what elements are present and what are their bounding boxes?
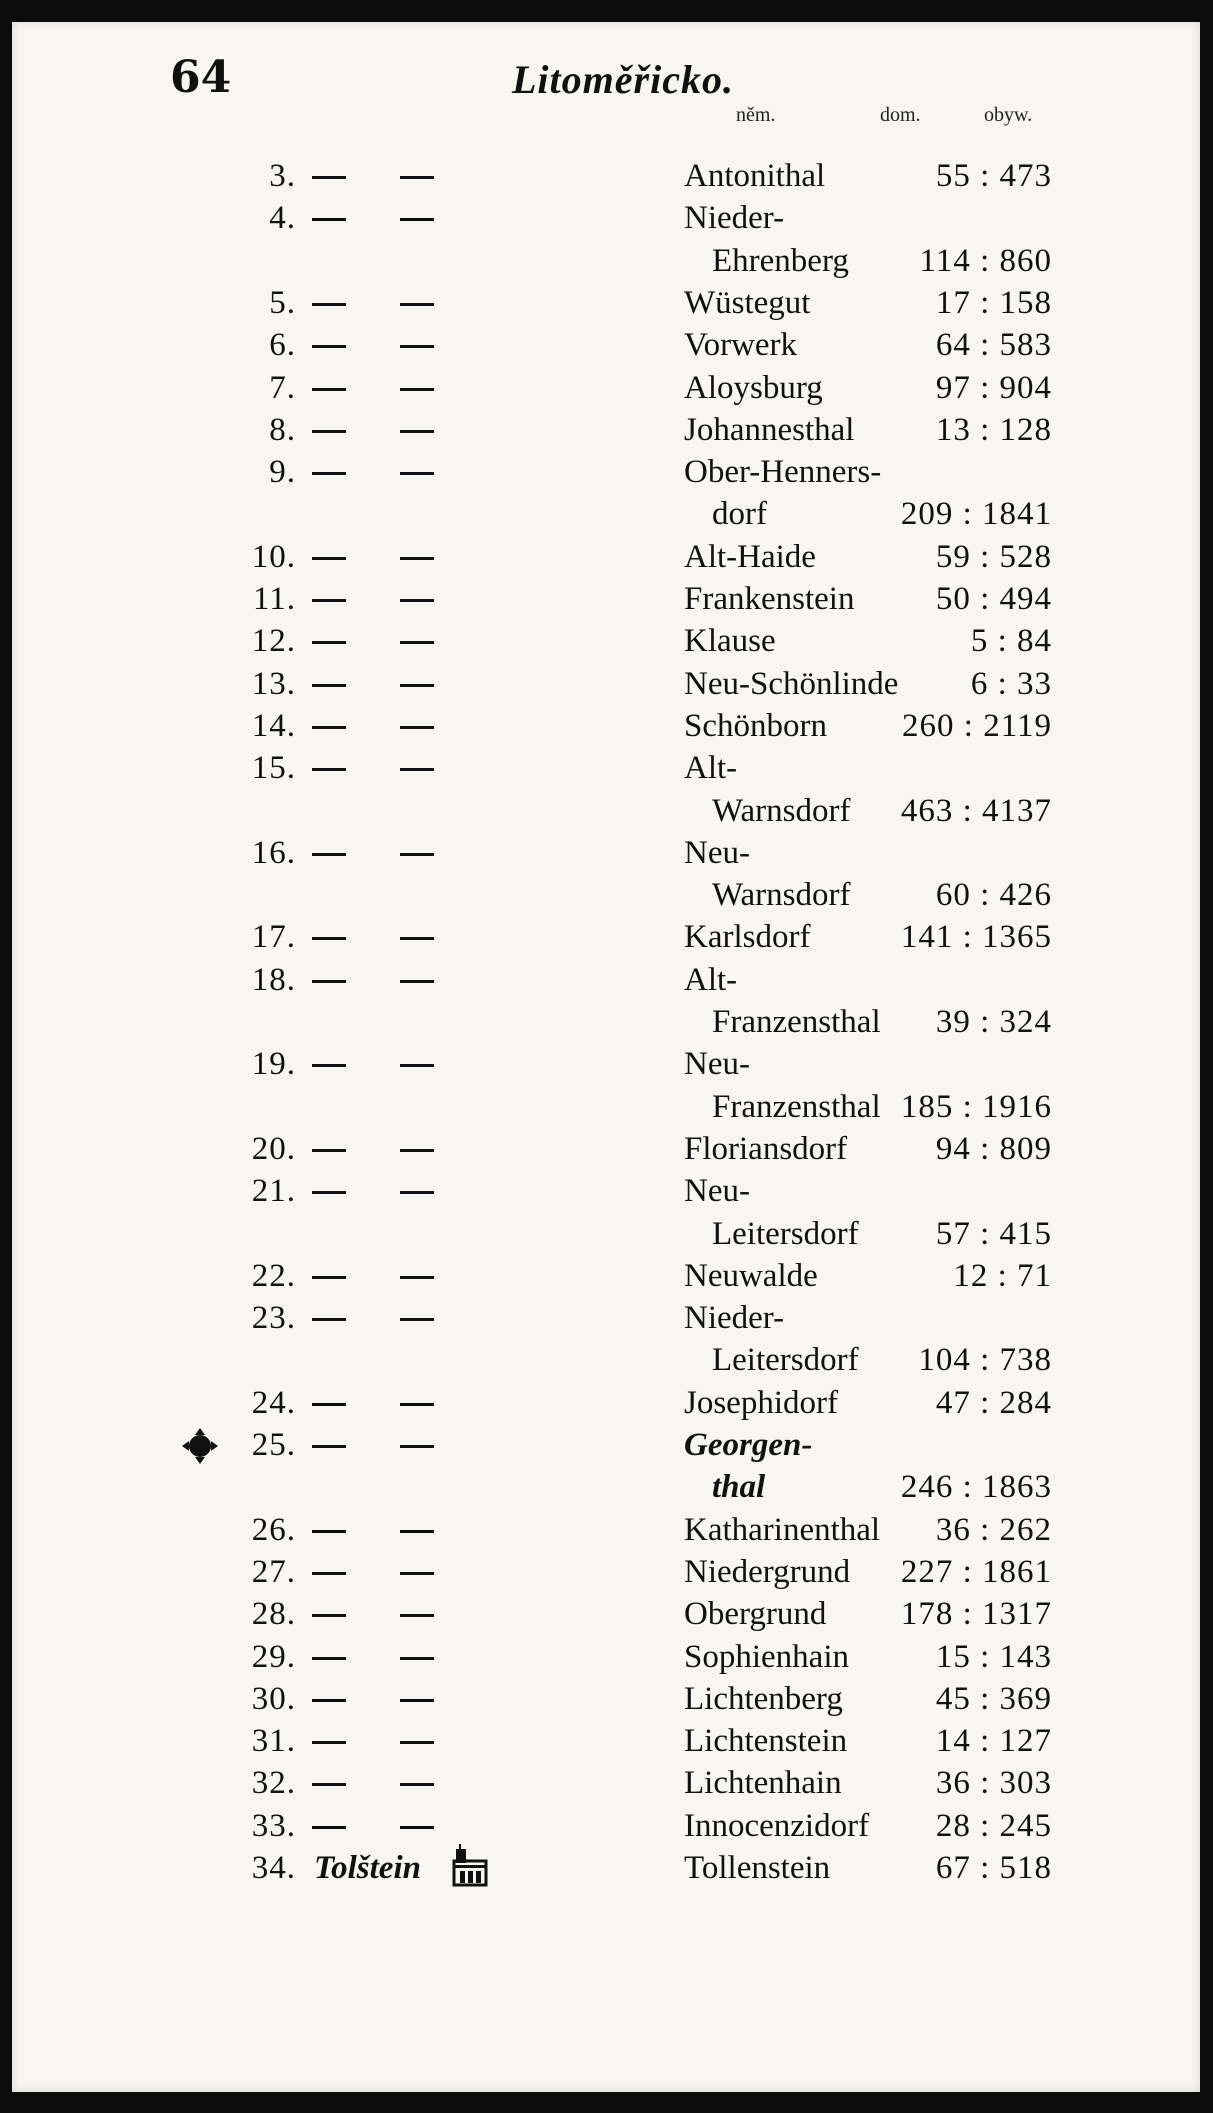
table-row: [12, 1339, 1200, 1381]
row-number: 13.: [251, 665, 296, 702]
row-number: 16.: [251, 834, 296, 871]
row-number: 19.: [251, 1046, 296, 1083]
table-row: [12, 1255, 1200, 1297]
table-row: [12, 1551, 1200, 1593]
settlement-name: Josephidorf: [684, 1384, 838, 1421]
houses-population-value: 12 : 71: [953, 1257, 1052, 1294]
ditto-dash: [400, 726, 434, 729]
houses-population-value: 17 : 158: [935, 284, 1052, 321]
houses-population-value: 50 : 494: [935, 581, 1052, 617]
houses-population-value: 47 : 284: [935, 1384, 1052, 1421]
settlement-name: Niedergrund: [684, 1553, 851, 1590]
row-number: 6.: [269, 327, 296, 364]
table-row: [12, 1509, 1200, 1551]
settlement-list: [12, 22, 1200, 2092]
row-number: 27.: [251, 1553, 296, 1590]
row-number: 34.: [251, 1850, 296, 1886]
ditto-dash: [312, 853, 346, 856]
table-row: [12, 1170, 1200, 1212]
table-row: [12, 367, 1200, 409]
table-row: [12, 1762, 1200, 1804]
houses-population-value: 28 : 245: [935, 1807, 1052, 1844]
ditto-dash: [312, 1064, 346, 1067]
table-row: [12, 1382, 1200, 1424]
houses-population-value: 209 : 1841: [900, 496, 1052, 533]
houses-population-value: 57 : 415: [935, 1215, 1052, 1252]
table-row: [12, 1043, 1200, 1085]
table-row: [12, 578, 1200, 620]
ditto-dash: [312, 1826, 346, 1829]
ditto-dash: [400, 1614, 434, 1617]
table-row: [12, 620, 1200, 662]
page-number: 64: [170, 52, 232, 103]
settlement-name: dorf: [712, 496, 767, 533]
row-number: 15.: [251, 750, 296, 787]
table-row: [12, 1466, 1200, 1508]
table-row: [12, 1213, 1200, 1255]
houses-population-value: 6 : 33: [970, 665, 1052, 702]
ditto-dash: [312, 684, 346, 687]
table-row: [12, 747, 1200, 789]
ditto-dash: [400, 176, 434, 179]
ditto-dash: [400, 1530, 434, 1533]
ditto-dash: [400, 1149, 434, 1152]
ditto-dash: [400, 684, 434, 687]
houses-population-value: 463 : 4137: [900, 792, 1052, 829]
row-number: 25.: [251, 1427, 296, 1463]
settlement-name: Obergrund: [684, 1596, 827, 1633]
ditto-dash: [312, 218, 346, 221]
table-row: [12, 832, 1200, 874]
page-title: Litoměřicko.: [512, 57, 734, 102]
ditto-dash: [312, 430, 346, 433]
houses-population-value: 39 : 324: [935, 1004, 1052, 1040]
settlement-name: Karlsdorf: [684, 919, 811, 956]
ditto-dash: [312, 472, 346, 475]
houses-population-value: 185 : 1916: [900, 1088, 1052, 1125]
settlement-name: Neu-: [684, 834, 750, 871]
ditto-dash: [312, 599, 346, 602]
column-header-obyw: obyw.: [984, 104, 1033, 126]
ditto-dash: [400, 345, 434, 348]
ditto-dash: [312, 1403, 346, 1406]
settlement-name: Vorwerk: [684, 327, 798, 364]
table-row: [12, 324, 1200, 366]
table-row: [12, 705, 1200, 747]
houses-population-value: 178 : 1317: [900, 1596, 1052, 1633]
table-row: [12, 1636, 1200, 1678]
table-row: [12, 1720, 1200, 1762]
ditto-dash: [400, 1826, 434, 1829]
castle-icon: [450, 1843, 490, 1887]
column-header-dom: dom.: [880, 104, 921, 126]
ditto-dash: [400, 937, 434, 940]
ditto-dash: [312, 1149, 346, 1152]
settlement-name: Innocenzidorf: [684, 1807, 870, 1844]
table-row: [12, 155, 1200, 197]
ditto-dash: [312, 1318, 346, 1321]
settlement-name: Schönborn: [684, 707, 827, 744]
settlement-name: thal: [712, 1469, 766, 1506]
settlement-name: Alt-Haide: [684, 538, 816, 575]
table-row: [12, 1297, 1200, 1339]
settlement-name: Ober-Henners-: [684, 454, 882, 491]
houses-population-value: 67 : 518: [935, 1850, 1052, 1886]
ditto-dash: [312, 176, 346, 179]
ditto-dash: [400, 1783, 434, 1786]
houses-population-value: 59 : 528: [935, 538, 1052, 575]
row-number: 11.: [252, 581, 296, 617]
ditto-dash: [312, 641, 346, 644]
ditto-dash: [312, 345, 346, 348]
ditto-dash: [400, 980, 434, 983]
houses-population-value: 114 : 860: [919, 242, 1052, 279]
settlement-name: Franzensthal: [712, 1088, 881, 1125]
row-number: 23.: [251, 1300, 296, 1337]
row-number: 33.: [251, 1807, 296, 1844]
houses-population-value: 45 : 369: [935, 1680, 1052, 1717]
ditto-dash: [400, 1403, 434, 1406]
settlement-name: Nieder-: [684, 200, 785, 237]
settlement-name: Warnsdorf: [712, 792, 851, 829]
ditto-dash: [312, 726, 346, 729]
houses-population-value: 141 : 1365: [900, 919, 1052, 956]
row-number: 22.: [251, 1257, 296, 1294]
ditto-dash: [312, 1445, 346, 1448]
settlement-name: Lichtenhain: [684, 1765, 842, 1802]
row-number: 29.: [251, 1638, 296, 1675]
houses-population-value: 94 : 809: [935, 1130, 1052, 1167]
ditto-dash: [312, 937, 346, 940]
table-row: [12, 790, 1200, 832]
ditto-dash: [400, 472, 434, 475]
ditto-dash: [312, 1572, 346, 1575]
houses-population-value: 55 : 473: [935, 158, 1052, 194]
row-number: 9.: [269, 454, 296, 491]
table-row: [12, 959, 1200, 1001]
settlement-name: Alt-: [684, 961, 738, 998]
ditto-dash: [400, 430, 434, 433]
settlement-name: Lichtenstein: [684, 1723, 848, 1760]
settlement-name: Neu-: [684, 1046, 750, 1083]
settlement-name: Antonithal: [684, 158, 826, 194]
table-row: [12, 451, 1200, 493]
ditto-dash: [312, 303, 346, 306]
ditto-dash: [312, 980, 346, 983]
table-row: [12, 536, 1200, 578]
settlement-name: Leitersdorf: [712, 1342, 859, 1379]
settlement-name: Warnsdorf: [712, 877, 851, 914]
settlement-name: Leitersdorf: [712, 1215, 859, 1252]
ditto-dash: [312, 1699, 346, 1702]
houses-population-value: 36 : 303: [935, 1765, 1052, 1802]
settlement-name: Alt-: [684, 750, 738, 787]
column-header-nem: něm.: [736, 104, 776, 126]
ditto-dash: [400, 1445, 434, 1448]
table-row: [12, 874, 1200, 916]
table-row: [12, 1001, 1200, 1043]
ditto-dash: [400, 1191, 434, 1194]
row-number: 8.: [269, 411, 296, 448]
ditto-dash: [312, 1614, 346, 1617]
ditto-dash: [312, 1741, 346, 1744]
row-number: 26.: [251, 1511, 296, 1548]
czech-name: Tolštein: [314, 1850, 421, 1886]
row-number: 14.: [251, 707, 296, 744]
ditto-dash: [400, 641, 434, 644]
houses-population-value: 60 : 426: [935, 877, 1052, 914]
houses-population-value: 5 : 84: [970, 623, 1052, 660]
settlement-name: Ehrenberg: [712, 242, 849, 279]
houses-population-value: 260 : 2119: [902, 707, 1052, 744]
row-number: 32.: [251, 1765, 296, 1802]
settlement-name: Tollenstein: [684, 1850, 831, 1886]
houses-population-value: 14 : 127: [935, 1723, 1052, 1760]
row-number: 5.: [269, 284, 296, 321]
houses-population-value: 227 : 1861: [900, 1553, 1052, 1590]
row-number: 7.: [269, 369, 296, 406]
settlement-name: Neu-Schönlinde: [684, 665, 899, 702]
ditto-dash: [312, 1191, 346, 1194]
ditto-dash: [312, 388, 346, 391]
table-row: [12, 1424, 1200, 1466]
settlement-name: Neu-: [684, 1173, 750, 1210]
row-number: 17.: [251, 919, 296, 956]
houses-population-value: 246 : 1863: [900, 1469, 1052, 1506]
settlement-name: Floriansdorf: [684, 1130, 848, 1167]
church-symbol-icon: [180, 1426, 220, 1466]
settlement-name: Johannesthal: [684, 411, 855, 448]
ditto-dash: [312, 1530, 346, 1533]
row-number: 31.: [251, 1723, 296, 1760]
settlement-name: Franzensthal: [712, 1004, 881, 1040]
row-number: 21.: [251, 1173, 296, 1210]
table-row: [12, 1086, 1200, 1128]
settlement-name: Lichtenberg: [684, 1680, 843, 1717]
ditto-dash: [400, 557, 434, 560]
ditto-dash: [400, 1657, 434, 1660]
table-row: [12, 1805, 1200, 1847]
settlement-name: Klause: [684, 623, 776, 660]
settlement-name: Sophienhain: [684, 1638, 849, 1675]
table-row: [12, 1847, 1200, 1889]
book-page: [12, 22, 1200, 2092]
houses-population-value: 13 : 128: [935, 411, 1052, 448]
houses-population-value: 97 : 904: [935, 369, 1052, 406]
houses-population-value: 15 : 143: [935, 1638, 1052, 1675]
houses-population-value: 104 : 738: [918, 1342, 1052, 1379]
ditto-dash: [400, 599, 434, 602]
settlement-name: Aloysburg: [684, 369, 823, 406]
ditto-dash: [400, 1572, 434, 1575]
houses-population-value: 36 : 262: [935, 1511, 1052, 1548]
table-row: [12, 1593, 1200, 1635]
row-number: 10.: [251, 538, 296, 575]
settlement-name: Frankenstein: [684, 581, 855, 617]
ditto-dash: [400, 853, 434, 856]
ditto-dash: [400, 1064, 434, 1067]
ditto-dash: [400, 388, 434, 391]
table-row: [12, 240, 1200, 282]
row-number: 20.: [251, 1130, 296, 1167]
table-row: [12, 493, 1200, 535]
table-row: [12, 1678, 1200, 1720]
table-row: [12, 1128, 1200, 1170]
ditto-dash: [312, 1783, 346, 1786]
ditto-dash: [312, 1657, 346, 1660]
houses-population-value: 64 : 583: [935, 327, 1052, 364]
row-number: 30.: [251, 1680, 296, 1717]
row-number: 4.: [269, 200, 296, 237]
ditto-dash: [312, 1276, 346, 1279]
ditto-dash: [400, 303, 434, 306]
ditto-dash: [400, 768, 434, 771]
settlement-name: Nieder-: [684, 1300, 785, 1337]
settlement-name: Katharinenthal: [684, 1511, 881, 1548]
settlement-name: Georgen-: [684, 1427, 813, 1463]
row-number: 12.: [251, 623, 296, 660]
ditto-dash: [400, 218, 434, 221]
row-number: 28.: [251, 1596, 296, 1633]
ditto-dash: [312, 557, 346, 560]
settlement-name: Wüstegut: [684, 284, 811, 321]
table-row: [12, 197, 1200, 239]
row-number: 24.: [251, 1384, 296, 1421]
table-row: [12, 409, 1200, 451]
row-number: 18.: [251, 961, 296, 998]
ditto-dash: [400, 1318, 434, 1321]
ditto-dash: [400, 1741, 434, 1744]
ditto-dash: [312, 768, 346, 771]
ditto-dash: [400, 1699, 434, 1702]
table-row: [12, 282, 1200, 324]
ditto-dash: [400, 1276, 434, 1279]
table-row: [12, 663, 1200, 705]
row-number: 3.: [269, 158, 296, 194]
table-row: [12, 916, 1200, 958]
settlement-name: Neuwalde: [684, 1257, 818, 1294]
